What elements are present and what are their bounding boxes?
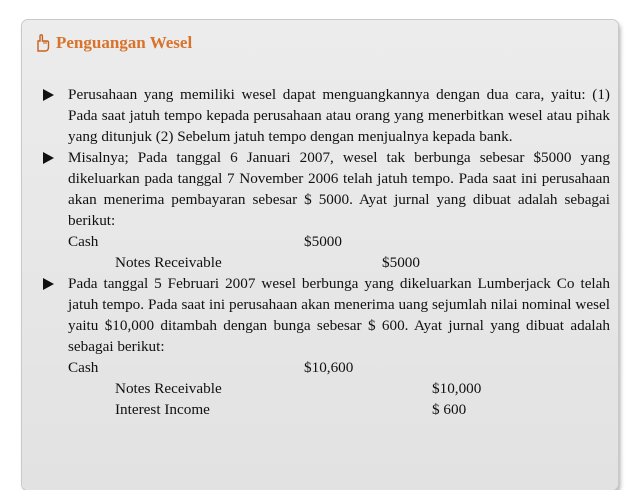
arrow-bullet-icon [40,87,56,103]
journal-2-row-cash [40,357,610,378]
bullet-text-3: Pada tanggal 5 Februari 2007 wesel berbunga yang dikeluarkan Lumberjack Co telah jatuh tempo. Pada saat ini perusahaan akan menerima uang sejumlah nilai nominal wesel yaitu $10,000 ditambah dengan bunga sebesar $ 600. Ayat jurnal yang dibuat adalah sebagai berikut: [68,275,610,355]
arrow-bullet-icon [40,150,56,166]
bullet-item-2 [40,147,610,231]
journal-account: Notes Receivable [115,380,222,397]
journal-1-row-cash [40,231,610,252]
journal-account: Interest Income [115,401,210,418]
journal-debit: $10,600 [304,359,354,376]
journal-account: Notes Receivable [115,254,222,271]
journal-account: Cash [68,233,99,250]
journal-2-row-interest-income [40,399,610,420]
journal-1-row-notes-receivable [40,252,610,273]
journal-credit: $ 600 [432,401,467,418]
arrow-bullet-icon [40,276,56,292]
journal-debit: $5000 [304,233,342,250]
bullet-item-1 [40,84,610,147]
journal-account: Cash [68,359,99,376]
bullet-text-2: Misalnya; Pada tanggal 6 Januari 2007, wesel tak berbunga sebesar $5000 yang dikeluarkan pada tanggal 7 November 2006 telah jatuh tempo. Pada saat ini perusahaan akan menerima pembayaran sebesar $ 5000. Ayat jurnal yang dibuat adalah sebagai berikut: [68,149,610,229]
slide-title: Penguangan Wesel [56,33,193,52]
slide-content [40,84,610,420]
journal-credit: $10,000 [432,380,482,397]
bullet-item-3 [40,273,610,357]
journal-2-row-notes-receivable [40,378,610,399]
journal-credit: $5000 [382,254,420,271]
pointing-hand-icon [34,34,50,52]
slide-title-row [34,32,192,54]
bullet-text-1: Perusahaan yang memiliki wesel dapat menguangkannya dengan dua cara, yaitu: (1) Pada saat jatuh tempo kepada perusahaan atau orang yang menerbitkan wesel atau pihak yang ditunjuk (2) Sebelum jatuh tempo dengan menjualnya kepada bank. [68,86,610,145]
